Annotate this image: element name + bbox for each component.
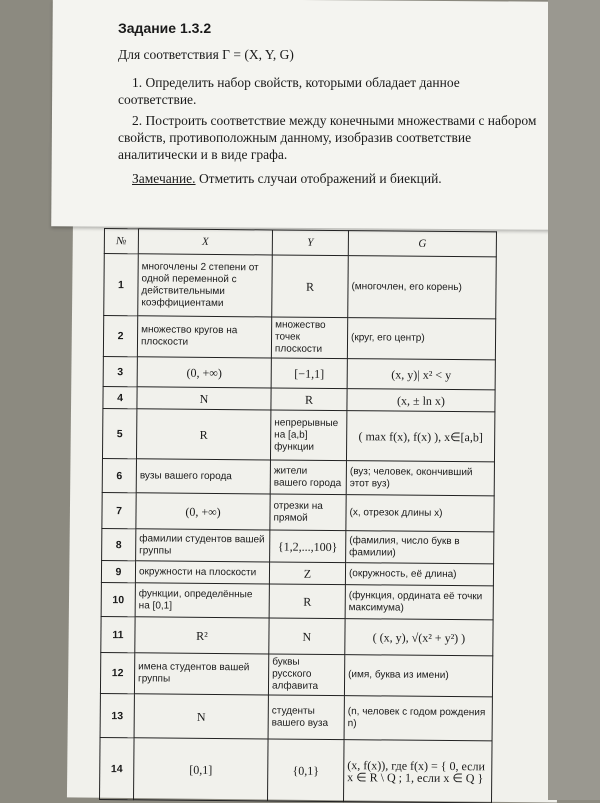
row-x: [0,1] xyxy=(134,738,269,801)
row-y: {1,2,...,100} xyxy=(270,530,346,563)
row-x: функции, определённые на [0,1] xyxy=(135,583,269,618)
row-number: 8 xyxy=(102,528,136,560)
row-x: R² xyxy=(135,617,269,654)
row-x: фамилии студентов вашей группы xyxy=(136,529,270,562)
header-g: G xyxy=(348,231,496,257)
task-intro: Для соответствия Г = (X, Y, G) xyxy=(118,47,294,62)
row-y: R xyxy=(272,255,349,318)
task-item-2: 2. Построить соответствие между конечными множествами с набором свойств, противоположным данному, изобразив соответствие аналитически и в виде графа. xyxy=(118,113,537,162)
row-y: [−1,1] xyxy=(271,358,347,389)
row-y: множество точек плоскости xyxy=(271,317,347,359)
row-number: 7 xyxy=(102,492,136,528)
row-x: вузы вашего города xyxy=(136,459,270,494)
row-g: (круг, его центр) xyxy=(347,318,495,360)
row-x: (0, +∞) xyxy=(137,357,271,388)
row-y: {0,1} xyxy=(268,739,345,802)
table-row xyxy=(104,254,497,319)
row-number: 11 xyxy=(101,616,135,652)
row-g: (x, y)| x² < y xyxy=(347,359,495,390)
row-number: 10 xyxy=(101,582,135,616)
row-x: многочлены 2 степени от одной переменной с действительными коэффициентами xyxy=(138,254,273,317)
task-title: Задание 1.3.2 xyxy=(118,20,212,36)
background-edge xyxy=(548,0,600,800)
table-row xyxy=(100,737,493,802)
row-g: (многочлен, его корень) xyxy=(348,256,497,319)
header-x: X xyxy=(138,229,272,255)
row-number: 6 xyxy=(102,458,136,492)
row-g: (фамилия, число букв в фамилии) xyxy=(346,531,494,564)
row-x: (0, +∞) xyxy=(136,493,270,530)
table-row xyxy=(102,528,494,563)
note-text: Отметить случаи отображений и биекций. xyxy=(195,171,442,186)
row-x: множество кругов на плоскости xyxy=(137,316,271,358)
row-y: R xyxy=(269,584,345,619)
row-g: ( (x, y), √(x² + y²) ) xyxy=(345,619,493,656)
row-y: отрезки на прямой xyxy=(270,494,346,531)
row-g: (функция, ордината её точки максимума) xyxy=(345,585,493,620)
header-number: № xyxy=(104,229,138,254)
row-number: 2 xyxy=(103,316,137,357)
row-x: окружности на плоскости xyxy=(135,561,269,584)
table-row xyxy=(102,492,494,531)
table-row xyxy=(101,582,493,619)
row-g: (x, ± ln x) xyxy=(347,389,495,412)
row-y: R xyxy=(271,388,347,411)
table-row xyxy=(102,408,494,461)
row-y: Z xyxy=(269,562,345,585)
table-row xyxy=(103,356,495,389)
row-g: (имя, буква из имени) xyxy=(344,655,492,697)
table-row xyxy=(100,652,492,696)
task-note xyxy=(118,170,538,187)
row-number: 4 xyxy=(103,386,137,408)
row-g: (x, f(x)), где f(x) = { 0, если x ∈ R \ Q ; 1, если x ∈ Q } xyxy=(344,740,493,803)
row-number: 5 xyxy=(102,408,136,458)
row-y: жители вашего города xyxy=(270,460,346,495)
table-row xyxy=(100,693,492,740)
row-number: 13 xyxy=(100,693,134,737)
table-row xyxy=(103,316,495,360)
note-label: Замечание. xyxy=(132,171,196,186)
row-g: (x, отрезок длины x) xyxy=(346,495,494,532)
correspondence-table xyxy=(99,228,497,803)
row-g: (окружность, её длина) xyxy=(345,563,493,586)
row-number: 14 xyxy=(100,737,135,799)
row-x: N xyxy=(137,387,271,410)
row-g: (вуз; человек, окончивший этот вуз) xyxy=(346,461,494,496)
row-y: N xyxy=(269,618,345,655)
row-y: студенты вашего вуза xyxy=(268,695,344,740)
row-y: буквы русского алфавита xyxy=(268,654,344,696)
header-y: Y xyxy=(272,230,348,256)
row-number: 1 xyxy=(104,254,139,316)
row-y: непрерывные на [a,b] функции xyxy=(270,410,346,461)
row-x: N xyxy=(134,694,268,739)
row-g: (n, человек с годом рождения n) xyxy=(344,696,492,741)
row-number: 3 xyxy=(103,356,137,386)
row-x: R xyxy=(136,409,270,460)
row-number: 9 xyxy=(101,560,135,582)
row-number: 12 xyxy=(100,652,134,693)
row-g: ( max f(x), f(x) ), x∈[a,b] xyxy=(346,411,494,462)
table-row xyxy=(101,616,493,655)
table-header xyxy=(104,229,496,257)
table-row xyxy=(102,458,494,495)
row-x: имена студентов вашей группы xyxy=(134,653,268,695)
task-item-1: 1. Определить набор свойств, которыми обладает данное соответствие. xyxy=(118,75,460,107)
